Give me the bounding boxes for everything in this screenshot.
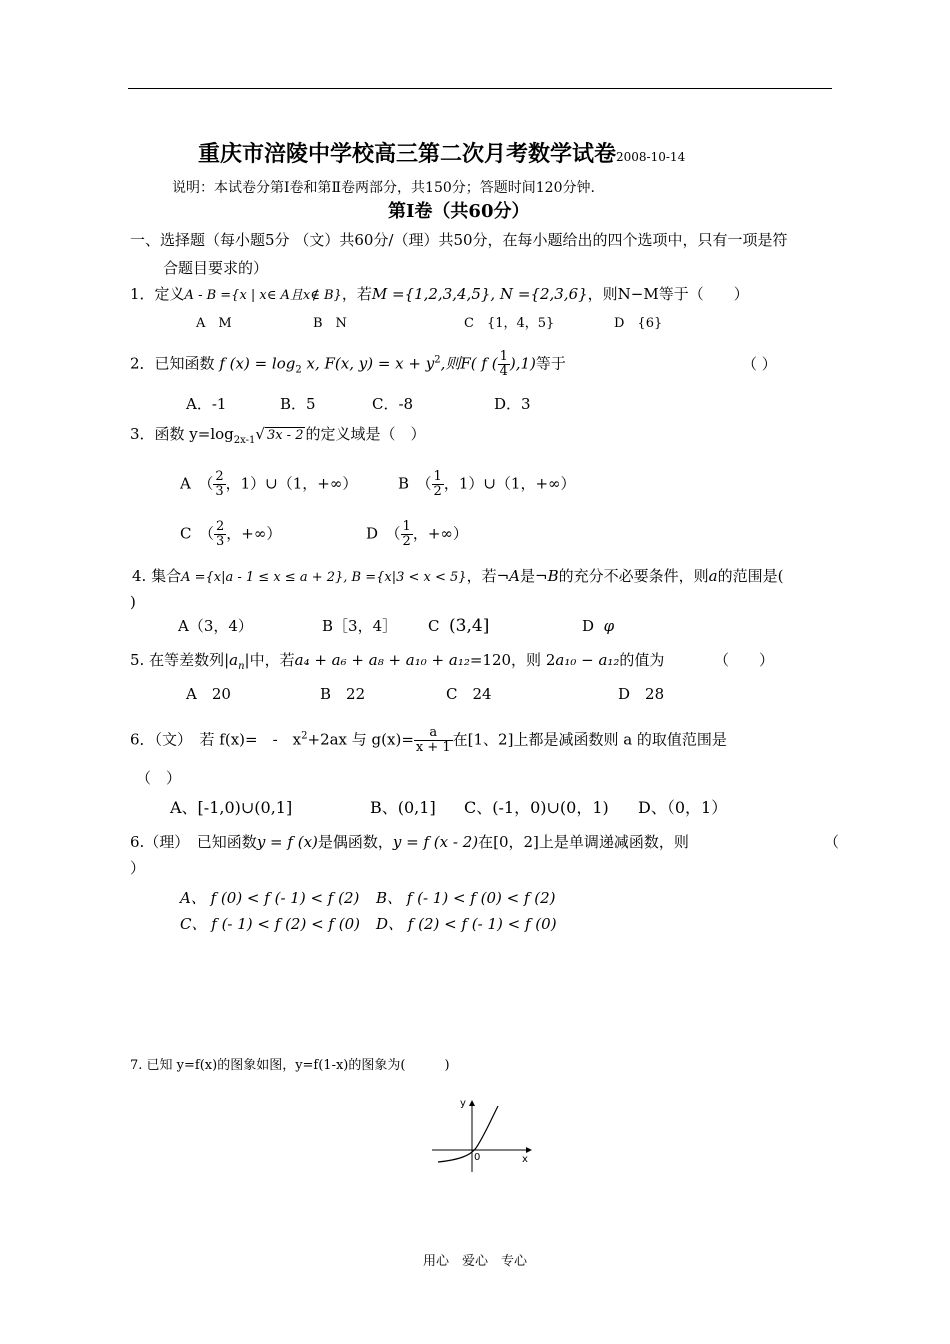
q3-d-den: 2 <box>402 534 411 549</box>
q3-option-c-frac <box>214 520 226 549</box>
q6l-tail: 在[0，2]上是单调递减函数，则 <box>478 833 689 851</box>
q3-option-c <box>180 520 281 549</box>
q3-a-den: 3 <box>215 484 224 499</box>
q2-expr-3: ,则F( f ( <box>440 354 498 373</box>
q5-mid-2: =120，则 2 <box>469 651 556 669</box>
title-text: 重庆市涪陵中学校高三第二次月考数学试卷 <box>198 141 617 167</box>
q4-option-d <box>582 616 614 636</box>
q4-close-paren: ) <box>130 593 136 611</box>
section-heading: 第Ⅰ卷（共60分） <box>388 201 530 222</box>
q5-option-d: D 28 <box>618 685 665 703</box>
q2-option-a: A．-1 <box>186 395 227 413</box>
q6w-fraction-den: x + 1 <box>415 740 451 755</box>
q1-mid: ，若 <box>341 285 372 303</box>
q3-c-den: 3 <box>215 534 225 549</box>
q1-sets: M ={1,2,3,4,5}, N ={2,3,6} <box>371 285 588 303</box>
q5-option-a: A 20 <box>186 685 231 703</box>
question-5 <box>130 650 664 677</box>
q5-seq-close: | <box>244 651 250 669</box>
question-7: 7. 已知 y=f(x)的图象如图，y=f(1-x)的图象为( ) <box>130 1058 450 1073</box>
q3-option-a-frac <box>213 470 225 499</box>
q6w-lead: 6．（文） 若 f(x)= - x <box>130 730 302 749</box>
q3-log-base: 2x-1 <box>233 435 256 446</box>
question-6-li <box>130 832 689 852</box>
origin-label: 0 <box>474 1152 481 1163</box>
q4-option-c <box>428 616 489 636</box>
part1-instruction-line1: 一、选择题（每小题5分 （文）共60分/（理）共50分，在每小题给出的四个选项中，只有一项是符 <box>130 231 788 249</box>
q6l-f2: y = f (x - 2) <box>392 833 479 851</box>
q2-option-b: B．5 <box>280 395 316 413</box>
q5-option-c: C 24 <box>446 685 492 703</box>
q3-a-num: 2 <box>215 469 224 484</box>
q4-not-a: ¬A <box>496 567 520 585</box>
q6l-lead: 6.（理） 已知函数 <box>130 833 257 851</box>
q6w-fraction <box>414 726 453 755</box>
question-3 <box>130 424 425 451</box>
exam-date: 2008-10-14 <box>616 150 686 164</box>
q6w-answer-paren: （ ） <box>136 769 182 787</box>
q6l-paren-open: （ <box>824 833 840 851</box>
sqrt-icon: √ <box>255 425 265 443</box>
y-axis-label: y <box>460 1098 466 1109</box>
function-graph <box>428 1094 538 1174</box>
q3-option-c-tail: ，+∞） <box>226 524 282 543</box>
q6l-option-a: A、 f (0) < f (- 1) < f (2) <box>180 889 360 907</box>
q1-option-b: B N <box>313 316 347 331</box>
q3-b-num: 1 <box>433 469 442 484</box>
q5-diff: a₁₀ − a₁₂ <box>555 651 620 669</box>
q4-tail: 的范围是( <box>717 567 784 585</box>
question-6-wen <box>130 726 727 755</box>
q6w-fraction-num: a <box>414 726 453 741</box>
exam-note: 说明：本试卷分第Ⅰ卷和第Ⅱ卷两部分，共150分；答题时间120分钟. <box>172 180 595 196</box>
q3-option-a <box>180 470 357 499</box>
q3-option-a-tail: ，1）∪（1，+∞） <box>225 474 358 493</box>
q3-radicand: 3x - 2 <box>266 428 304 443</box>
y-axis-arrow-icon <box>469 1100 475 1106</box>
q4-variable-a: a <box>708 567 718 585</box>
q3-b-den: 2 <box>433 484 442 499</box>
q3-c-num: 2 <box>215 519 225 534</box>
q6w-mid: +2ax 与 g(x)= <box>307 730 414 749</box>
q3-option-d-frac <box>401 520 413 549</box>
q4-option-b: B［3，4］ <box>322 617 398 635</box>
q2-tail: 等于 <box>535 354 566 373</box>
q5-tail: 的值为 <box>619 651 665 669</box>
q4-mid-2: 是 <box>519 567 535 585</box>
q4-option-d-label: D <box>582 617 595 635</box>
q5-answer-paren: （ ） <box>714 651 775 669</box>
q5-seq-sub: n <box>238 661 245 672</box>
q3-option-b-tail: ，1）∪（1，+∞） <box>443 474 576 493</box>
q3-option-b-label: B （ <box>398 474 432 493</box>
q6l-f1: y = f (x) <box>256 833 318 851</box>
q6l-option-c: C、 f (- 1) < f (2) < f (0) <box>180 915 360 933</box>
q1-option-a: A M <box>196 316 232 331</box>
q2-fraction <box>498 350 510 379</box>
q2-exponent: 2 <box>434 354 441 366</box>
q6l-paren-close: ） <box>130 859 146 877</box>
q4-option-d-math: φ <box>603 617 615 635</box>
q6l-option-b: B、 f (- 1) < f (0) < f (2) <box>376 889 556 907</box>
question-1 <box>130 284 749 306</box>
q4-option-c-label: C <box>428 617 440 635</box>
q5-sum: a₄ + a₆ + a₈ + a₁₀ + a₁₂ <box>294 651 470 669</box>
q2-expr-2: x, F(x, y) = x + y <box>301 354 435 373</box>
q4-mid-3: 的充分不必要条件，则 <box>558 567 709 585</box>
q6w-option-a: A、[-1,0)∪(0,1] <box>170 798 293 817</box>
q3-lead: 3．函数 y=log <box>130 425 234 443</box>
q1-definition: A - B ={x | x∈ A且x∉ B} <box>184 288 342 303</box>
q5-seq: |a <box>224 651 239 669</box>
q4-not-b: ¬B <box>535 567 559 585</box>
q3-option-d <box>366 520 468 549</box>
question-2 <box>130 350 566 381</box>
q6w-tail: 在[1、2]上都是减函数则 a 的取值范围是 <box>452 730 727 749</box>
q3-tail: 的定义域是（ ） <box>305 425 426 443</box>
q6w-option-b: B、(0,1] <box>370 798 436 817</box>
q4-option-c-math: (3,4] <box>449 616 490 636</box>
q2-fraction-den: 4 <box>499 364 508 379</box>
q6w-exponent: 2 <box>301 730 308 742</box>
q2-fraction-num: 1 <box>499 349 508 364</box>
q1-option-d: D {6} <box>614 316 663 331</box>
q3-option-b-frac <box>432 470 444 499</box>
q3-option-c-label: C （ <box>180 524 214 543</box>
q6w-option-c: C、(-1，0)∪(0，1) <box>464 798 609 817</box>
q2-option-d: D．3 <box>494 395 531 413</box>
top-rule <box>128 88 832 89</box>
q5-option-b: B 22 <box>320 685 366 703</box>
q5-lead: 5. 在等差数列 <box>130 651 225 669</box>
q5-mid: 中，若 <box>249 651 295 669</box>
q1-lead: 1．定义 <box>130 285 185 303</box>
q3-d-num: 1 <box>402 519 411 534</box>
q2-lead: 2．已知函数 <box>130 354 215 373</box>
q3-option-d-label: D （ <box>366 524 401 543</box>
question-4 <box>132 566 783 588</box>
q4-sets: A ={x|a - 1 ≤ x ≤ a + 2}, B ={x|3 < x < 5} <box>181 570 467 585</box>
q2-option-c: C．-8 <box>372 395 414 413</box>
q6l-option-d: D、 f (2) < f (- 1) < f (0) <box>376 915 557 933</box>
page-footer: 用心 爱心 专心 <box>422 1254 527 1269</box>
part1-instruction-line2: 合题目要求的） <box>163 259 269 277</box>
page-title <box>198 140 685 171</box>
q6w-option-d: D、（0，1） <box>638 798 728 817</box>
x-axis-label: x <box>522 1154 528 1165</box>
function-curve <box>438 1106 498 1162</box>
q3-option-d-tail: ，+∞） <box>412 524 468 543</box>
q4-lead: 4. 集合 <box>132 567 182 585</box>
q1-option-c: C {1，4，5} <box>464 316 555 331</box>
q2-expr-1: f (x) = log <box>219 354 296 373</box>
q3-option-b <box>398 470 576 499</box>
q2-log-base: 2 <box>295 364 302 376</box>
q4-option-a: A（3，4） <box>178 617 253 635</box>
q2-answer-paren: （ ） <box>742 355 777 373</box>
q3-option-a-label: A （ <box>180 474 214 493</box>
q6l-mid: 是偶函数， <box>317 833 393 851</box>
x-axis-arrow-icon <box>526 1147 532 1153</box>
q1-tail: ，则N−M等于（ ） <box>587 285 749 303</box>
q2-expr-4: ),1) <box>509 354 536 373</box>
q4-mid: ，若 <box>466 567 497 585</box>
